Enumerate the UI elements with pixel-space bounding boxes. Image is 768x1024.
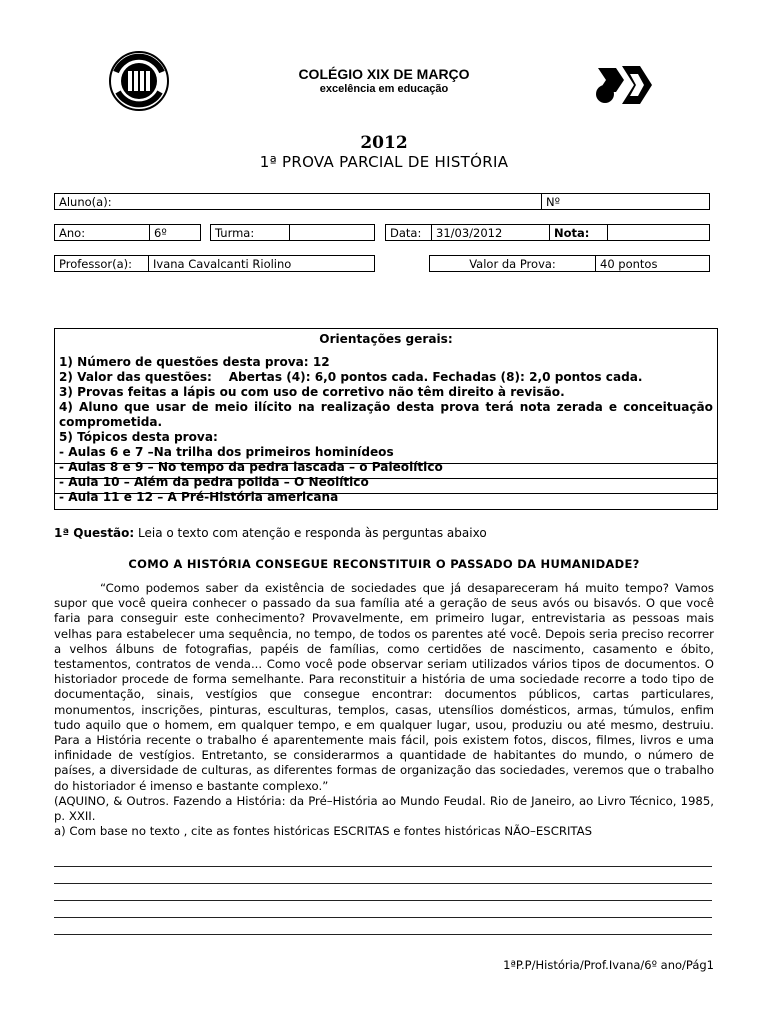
teacher-value: Ivana Cavalcanti Riolino (148, 256, 374, 271)
guideline-topic: - Aulas 8 e 9 – No tempo da pedra lascada – o Paleolítico (59, 460, 443, 474)
grade-box (54, 224, 201, 241)
date-score-box (385, 224, 710, 241)
guideline-item: 3) Provas feitas a lápis ou com uso de corretivo não têm direito à revisão. (59, 385, 565, 399)
guideline-item: 1) Número de questões desta prova: 12 (59, 355, 330, 369)
exam-value-value: 40 pontos (595, 256, 709, 271)
grade-value: 6º (149, 225, 200, 240)
grade-label: Ano: (59, 226, 86, 240)
guideline-topic: - Aula 11 e 12 – A Pré-História americana (59, 490, 339, 504)
guideline-item: 4) Aluno que usar de meio ilícito na realização desta prova terá nota zerada e conceituação comprometida. (59, 400, 713, 429)
class-label: Turma: (215, 226, 255, 240)
guideline-item: 5) Tópicos desta prova: (59, 430, 218, 444)
guideline-topic: - Aula 10 – Além da pedra polida – O Neolítico (59, 475, 369, 489)
number-label: Nº (546, 195, 561, 209)
brand-logo (594, 60, 660, 110)
class-box (210, 224, 375, 241)
question-instruction: Leia o texto com atenção e responda às perguntas abaixo (138, 526, 487, 540)
guidelines-box (54, 328, 718, 510)
date-label: Data: (390, 226, 422, 240)
guideline-topic: - Aulas 6 e 7 –Na trilha dos primeiros hominídeos (59, 445, 394, 459)
page-footer: 1ªP.P/História/Prof.Ivana/6º ano/Pág1 (503, 958, 714, 972)
class-field[interactable] (289, 225, 374, 240)
question-label: 1ª Questão: (54, 526, 135, 540)
student-row (54, 193, 710, 210)
exam-title: 1ª PROVA PARCIAL DE HISTÓRIA (259, 153, 509, 171)
school-name: COLÉGIO XIX DE MARÇO (298, 66, 470, 82)
exam-value-label: Valor da Prova: (469, 257, 556, 271)
teacher-box (54, 255, 375, 272)
topic-divider (54, 463, 718, 464)
article-citation: (AQUINO, & Outros. Fazendo a História: da Pré–História ao Mundo Feudal. Rio de Janeiro, ao Livro Técnico, 1985, p. XXII. (54, 793, 714, 824)
school-tagline: excelência em educação (319, 83, 449, 95)
teacher-label: Professor(a): (59, 257, 133, 271)
answer-line[interactable] (54, 900, 712, 901)
topic-divider (54, 493, 718, 494)
answer-line[interactable] (54, 866, 712, 867)
topic-divider (54, 478, 718, 479)
question-1a: a) Com base no texto , cite as fontes históricas ESCRITAS e fontes históricas NÃO–ESCRITAS (54, 824, 593, 839)
answer-line[interactable] (54, 883, 712, 884)
answer-line[interactable] (54, 934, 712, 935)
answer-line[interactable] (54, 917, 712, 918)
date-value: 31/03/2012 (431, 225, 549, 240)
article-body (54, 581, 714, 839)
guidelines-title: Orientações gerais: (319, 332, 453, 346)
guideline-item: 2) Valor das questões: Abertas (4): 6,0 pontos cada. Fechadas (8): 2,0 pontos cada. (59, 370, 643, 384)
student-field[interactable] (55, 194, 541, 209)
question-1-heading (54, 526, 487, 540)
score-label: Nota: (549, 225, 607, 240)
exam-year: 2012 (360, 133, 408, 153)
student-label: Aluno(a): (59, 195, 112, 209)
article-title: COMO A HISTÓRIA CONSEGUE RECONSTITUIR O PASSADO DA HUMANIDADE? (128, 557, 640, 571)
score-field[interactable] (607, 225, 709, 240)
number-field[interactable] (541, 194, 709, 209)
exam-value-box (429, 255, 710, 272)
article-text: “Como podemos saber da existência de sociedades que já desapareceram há muito tempo? Vamos supor que você queira conhecer o passado da sua família até a geração de seus avós ou bisavós. O que você faria para conseguir este conhecimento? Provavelmente, em primeiro lugar, entrevistaria as pessoas mais velhas para estabelecer uma sequência, no tempo, de todos os parentes até você. Depois seria preciso recorrer a velhos álbuns de fotografias, papéis de famílias, como certidões de nascimento, casamento e óbito, testamentos, contratos de venda... Como você pode observar seriam utilizados vários tipos de documentos. O historiador procede de forma semelhante. Para reconstituir a história de uma sociedade recorre a todo tipo de documentação, sinais, vestígios que consegue encontrar: documentos públicos, cartas particulares, monumentos, inscrições, pinturas, esculturas, templos, casas, utensílios domésticos, armas, túmulos, enfim tudo aquilo que o homem, em qualquer tempo, e em qualquer lugar, usou, produziu ou até mesmo, destruiu. Para a História recente o trabalho é aparentemente mais fácil, pois existem fotos, discos, filmes, livros e uma infinidade de vestígios. Entretanto, se considerarmos a quantidade de habitantes do mundo, o número de países, a diversidade de culturas, as diferentes formas de organização das sociedades, veremos que o trabalho do historiador é imenso e bastante complexo.” (54, 581, 714, 793)
